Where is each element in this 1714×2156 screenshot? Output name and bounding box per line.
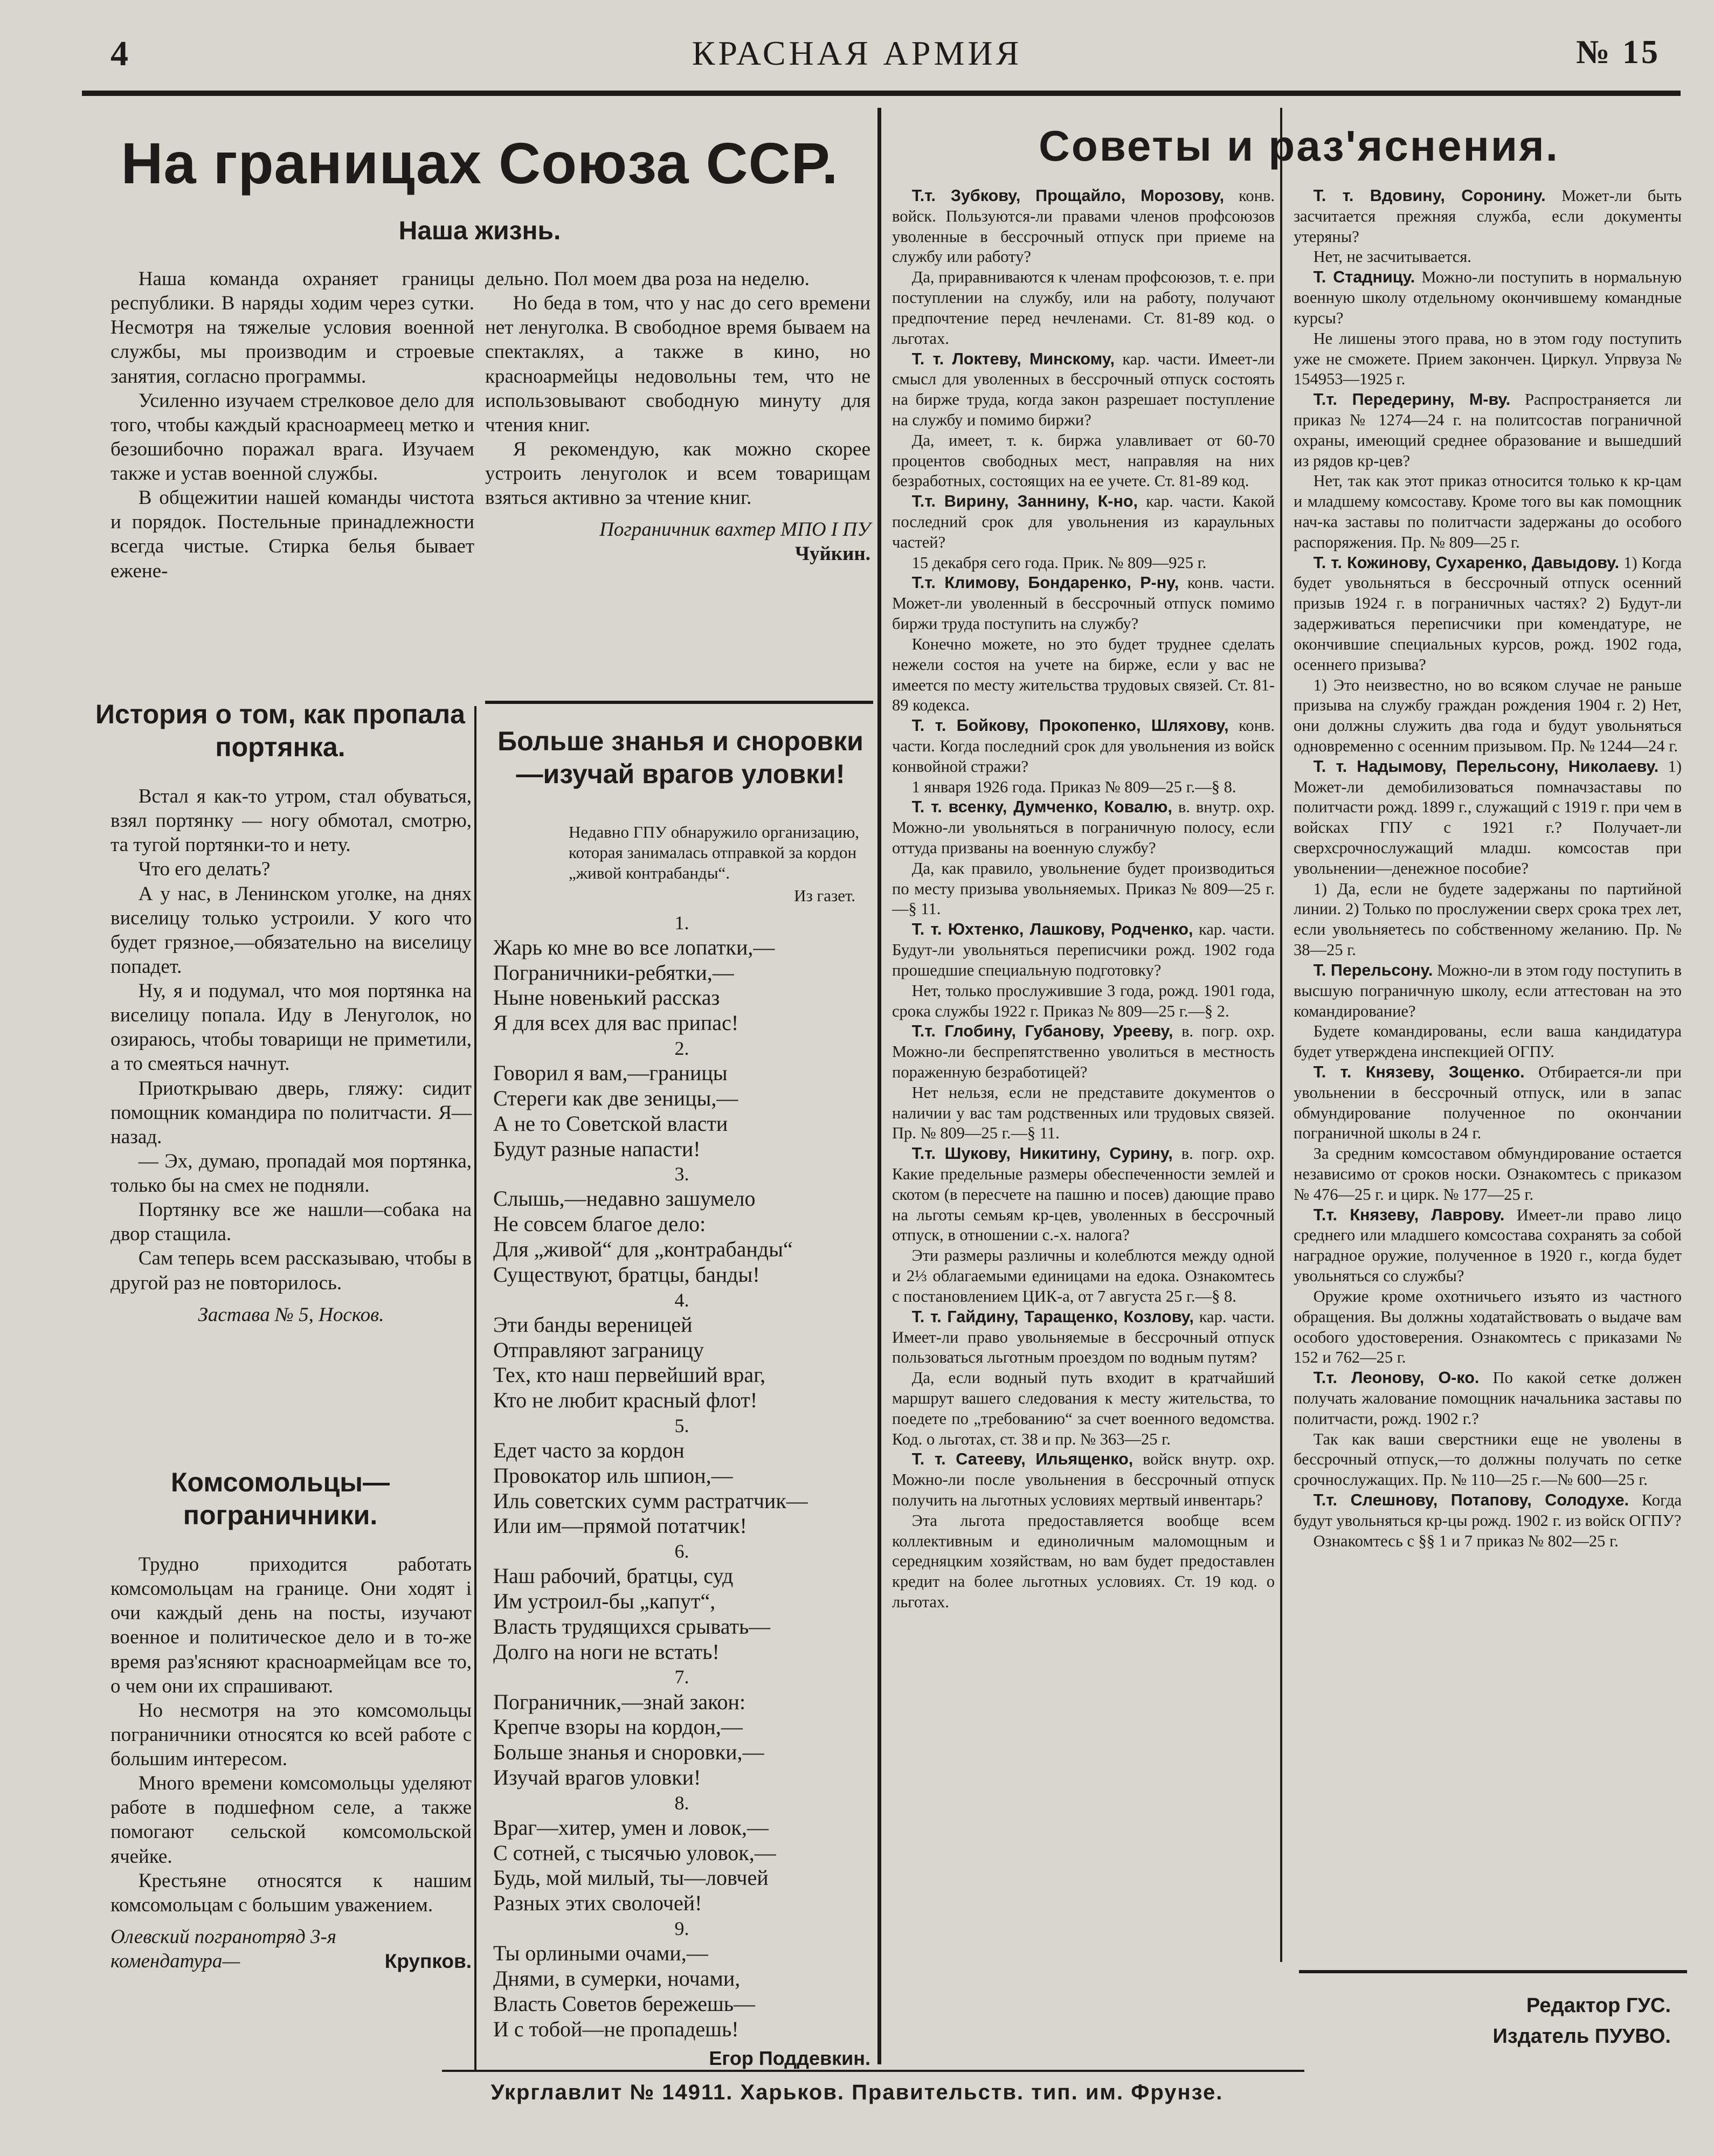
paragraph: Ну, я и подумал, что моя портянка на виселицу попала. Иду в Ленуголок, но озираюсь, чтобы товарищи не приметили, а то смеяться начнут. [110, 980, 472, 1075]
poem-line: Тех, кто наш первейший враг, [493, 1363, 766, 1387]
advice-question: конв. части. Может-ли уволенный в бессрочный отпуск помимо биржи труда поступить на службу? [892, 573, 1275, 633]
advice-question: конв. войск. Пользуются-ли правами членов профсоюзов уволенные в бессрочный отпуск при приеме на службу или работу? [892, 186, 1275, 266]
paragraph: Крестьяне относятся к нашим комсомольцам с большим уважением. [110, 1869, 472, 1916]
paragraph: Я рекомендую, как можно скорее устроить ленуголок и всем товарищам взяться активно за чтение книг. [485, 438, 870, 509]
paragraph: Трудно приходится работать комсомольцам на границе. Они ходят і очи каждый день на посты, изучают военное и политическое дело и в то-же время раз'ясняют красноармейцам все то, о чем они их спрашивают. [110, 1553, 472, 1697]
advice-addressee: Т. т. Князеву, Зощенко. [1313, 1062, 1525, 1081]
paragraph: Усиленно изучаем стрелковое дело для того, чтобы каждый красноармеец метко и безошибочно поражал врага. Изучаем также и устав военной службы. [110, 389, 474, 485]
advice-answer: Ознакомтесь с §§ 1 и 7 приказ № 802—25 г. [1313, 1531, 1619, 1550]
advice-addressee: Т. т. Гайдину, Таращенко, Козлову, [911, 1307, 1194, 1326]
advice-addressee: Т.т. Вирину, Заннину, К-но, [911, 492, 1138, 511]
advice-answer: Так как ваши сверстники еще не уволены в бессрочный отпуск,—то должны получать по сетке срочнослужащих. Пр. № 110—25 г.—№ 600—25 г. [1294, 1429, 1682, 1489]
poem-line: Власть трудящихся срывать— [493, 1614, 771, 1639]
advice-answer: Да, если водный путь входит в кратчайший маршрут вашего следования к месту жительства, то поедете по „требованию“ за счет военного ведомства. Код. о льготах, ст. 38 и пр. № 363—25 г. [892, 1369, 1275, 1448]
advice-entry [892, 1144, 1275, 1246]
advice-answer: Эта льгота предоставляется вообще всем коллективным и единоличным маломощным и середняцким хозяйствам, но вам будет предоставлен кредит на более льготных условиях. Ст. 19 код. о льготах. [892, 1511, 1275, 1612]
advice-entry [1294, 553, 1682, 675]
advice-entry [1294, 1062, 1682, 1144]
publisher-name: Издатель ПУУВО. [1492, 2025, 1671, 2048]
advice-answer: Нет нельзя, если не представите документов о наличии у вас там родственных или трудовых связей. Пр. № 809—25 г.—§ 11. [892, 1083, 1275, 1143]
advice-question: Отбирается-ли при увольнении в бессрочный отпуск, или в запас обмундирование полученное по окончании пограничной школы в 24 г. [1294, 1062, 1682, 1143]
poem-line: Ныне новенький рассказ [493, 985, 720, 1010]
header-rule [82, 91, 1681, 96]
stanza-number: 3. [674, 1163, 689, 1185]
advice-question: в. погр. охр. Можно-ли беспрепятственно уволиться в местность пораженную безработицей? [892, 1022, 1275, 1081]
poem-line: Днями, в сумерки, ночами, [493, 1966, 741, 1991]
advice-addressee: Т. т. Надымову, Перельсону, Николаеву. [1313, 757, 1659, 776]
poem-stanzas [493, 911, 870, 2042]
advice-question: 1) Когда будет увольняться в бессрочный отпуск осенний призыв 1924 г. в пограничных частях? 2) Будут-ли задерживаться переписчики при комендатуре, не окончившие специальных курсов, рожд. 1902 года, осеннего призыва? [1294, 553, 1682, 674]
advice-question: в. внутр. охр. Можно-ли увольняться в пограничную полосу, если оттуда призваны на военную службу? [892, 798, 1275, 857]
advice-entry [892, 573, 1275, 634]
advice-addressee: Т.т. Князеву, Лаврову. [1313, 1205, 1505, 1224]
paragraph: Много времени комсомольцы уделяют работе в подшефном селе, а также помогают сельской комсомольской ячейке. [110, 1772, 472, 1868]
poem-line: Едет часто за кордон [493, 1438, 685, 1462]
poem-line: Кто не любит красный флот! [493, 1388, 758, 1413]
advice-addressee: Т. Стадницу. [1313, 268, 1415, 287]
advice-column-1 [892, 186, 1275, 1613]
advice-addressee: Т.т. Шукову, Никитину, Сурину, [911, 1144, 1173, 1163]
advice-addressee: Т. Перельсону. [1313, 960, 1433, 979]
poem-line: Наш рабочий, братцы, суд [493, 1564, 734, 1588]
poem-line: Больше знанья и сноровки,— [493, 1740, 764, 1765]
article-title-foot-wrap: История о том, как пропала портянка. [95, 699, 465, 762]
paragraph: Встал я как-то утром, стал обуваться, взял портянку — ногу обмотал, смотрю, та тугой портянки-то и нету. [110, 785, 472, 856]
paragraph: В общежитии нашей команды чистота и порядок. Постельные принадлежности всегда чистые. Стирка белья бывает ежене- [110, 487, 474, 582]
editor-name: Редактор ГУС. [1526, 1994, 1671, 2017]
advice-answer: Нет, только прослужившие 3 года, рожд. 1901 года, срока службы 1922 г. Приказ № 809—25 г.—§ 2. [892, 981, 1275, 1020]
paragraph: Портянку все же нашли—собака на двор стащила. [110, 1199, 472, 1246]
poem-line: Им устроил-бы „капут“, [493, 1589, 716, 1614]
stanza-number: 2. [674, 1038, 689, 1059]
imprint-footer: Укрглавлит № 14911. Харьков. Правительств. тип. им. Фрунзе. [490, 2081, 1224, 2104]
stanza-number: 7. [674, 1666, 689, 1688]
signature-name: Чуйкин. [794, 543, 870, 565]
poem-line: Долго на ноги не встать! [493, 1639, 720, 1664]
signature-role: Пограничник вахтер МПО I ПУ [599, 519, 870, 541]
advice-question: Имеет-ли право лицо среднего или младшего комсостава сохранять за собой наградное оружие, полученное в 1920 г., когда будет увольняться со службы? [1294, 1205, 1682, 1286]
advice-entry [1294, 267, 1682, 328]
poem-line: И с тобой—не пропадешь! [493, 2016, 739, 2041]
advice-entry [1294, 1490, 1682, 1531]
editor-rule [1299, 1970, 1687, 1973]
advice-question: кар. части. Какой последний срок для увольнения из караульных частей? [892, 492, 1275, 551]
poem-line: Для „живой“ для „контрабанды“ [493, 1237, 793, 1261]
article-title-komsomol: Комсомольцы—пограничники. [171, 1467, 390, 1530]
advice-entry [892, 492, 1275, 552]
footer-rule [442, 2070, 1304, 2072]
advice-answer: 1) Да, если не будете задержаны по партийной линии. 2) Только по прослужении сверх срока трех лет, если увольняетесь по собственному желанию. Пр. № 38—25 г. [1294, 879, 1682, 959]
advice-entry [892, 1449, 1275, 1510]
poem-line: Пограничник,—знай закон: [493, 1689, 746, 1714]
poem-line: Разных этих сволочей! [493, 1891, 702, 1916]
stanza-number: 6. [674, 1540, 689, 1563]
poem-line: Существуют, братцы, банды! [493, 1262, 760, 1287]
advice-question: кар. части. Имеет-ли смысл для уволенных в бессрочный отпуск состоять на бирже труда, когда закон разрешает поступление на службу и помимо биржи? [892, 349, 1275, 429]
advice-question: По какой сетке должен получать жалование помощник начальника заставы по политчасти, рожд. 1902 г.? [1294, 1369, 1682, 1428]
advice-answer: Эти размеры различны и колеблются между одной и 2⅓ облагаемыми единицами на едока. Ознакомтесь с постановлением ЦИК-а, от 7 августа 25 г.—§ 8. [892, 1246, 1275, 1305]
advice-answer: 1) Это неизвестно, но во всяком случае не раньше призыва на службу граждан рождения 1904 г. 2) Нет, они должны служить два года и будут увольняться одновременно с осенним призывом. Пр. № 1244—24 г. [1294, 675, 1682, 755]
advice-answer: Конечно можете, но это будет труднее сделать нежели состоя на учете на бирже, если у вас не имеется по месту жительства трудовых связей. Ст. 81-89 кодекса. [892, 634, 1275, 715]
advice-entry [892, 797, 1275, 858]
signature: Застава № 5, Носков. [198, 1303, 384, 1326]
advice-addressee: Т. т. Сатееву, Ильященко, [911, 1450, 1134, 1469]
poem-line: Стереги как две зеницы,— [493, 1086, 738, 1110]
advice-question: Может-ли быть засчитается прежняя служба, если документы утеряны? [1294, 186, 1682, 246]
poem-line: Власть Советов бережешь— [493, 1991, 756, 2016]
advice-addressee: Т. т. всенку, Думченко, Ковалю, [911, 798, 1172, 817]
advice-question: Можно-ли в этом году поступить в высшую пограничную школу, если аттестован на это командирование? [1294, 960, 1682, 1020]
advice-entry [1294, 1205, 1682, 1287]
poem [493, 822, 870, 2070]
advice-entry [1294, 757, 1682, 879]
advice-answer: Да, как правило, увольнение будет производиться по месту призыва увольняемых. Приказ № 809—25 г.—§ 11. [892, 859, 1275, 918]
advice-question: Когда будут увольняться кр-цы рожд. 1902 г. из войск ОГПУ? [1294, 1491, 1682, 1530]
paragraph: А у нас, в Ленинском уголке, на днях виселицу только устроили. У кого что будет грязное,—обязательно на виселицу попадет. [110, 882, 472, 978]
poem-line: Крепче взоры на кордон,— [493, 1715, 743, 1739]
article-komsomol-body [110, 1552, 472, 1973]
article-our-life-col1 [110, 267, 474, 583]
poem-line: Жарь ко мне во все лопатки,— [493, 935, 775, 959]
advice-answer: Оружие кроме охотничьего изъято из частного обращения. Вы должны ходатайствовать о выдаче вам особого удостоверения. Ознакомтесь с приказами № 152 и 762—25 г. [1294, 1287, 1682, 1367]
advice-question: Распространяется ли приказ № 1274—24 г. на политсостав пограничной охраны, имеющий среднее образование и вышедший из рядов кр-цев? [1294, 390, 1682, 470]
poem-line: Провокатор иль шпион,— [493, 1463, 733, 1488]
poem-author: Егор Поддевкин. [709, 2047, 870, 2070]
advice-addressee: Т.т. Зубкову, Прощайло, Морозову, [911, 186, 1225, 205]
stanza-number: 9. [674, 1918, 689, 1940]
poem-line: Говорил я вам,—границы [493, 1061, 728, 1086]
advice-addressee: Т.т. Леонову, О-ко. [1313, 1369, 1480, 1387]
poem-source: Из газет. [794, 886, 855, 906]
poem-title: Больше знанья и сноровки —изучай врагов уловки! [497, 726, 863, 789]
poem-top-rule [485, 701, 873, 704]
stanza-number: 4. [674, 1289, 689, 1311]
paragraph: Наша команда охраняет границы республики. В наряды ходим через сутки. Несмотря на тяжелые условия военной службы, мы производим и строевые занятия, согласно программы. [110, 268, 474, 388]
advice-column-2 [1294, 186, 1682, 1551]
advice-answer: За средним комсоставом обмундирование остается независимо от сроков носки. Ознакомтесь с приказом № 476—25 г. и цирк. № 177—25 г. [1294, 1144, 1682, 1204]
poem-column-rule [474, 706, 476, 2070]
advice-entry [892, 349, 1275, 431]
poem-line: Отправляют заграницу [493, 1337, 704, 1362]
advice-addressee: Т. т. Юхтенко, Лашкову, Родченко, [911, 920, 1193, 939]
advice-answer: Да, приравниваются к членам профсоюзов, т. е. при поступлении на службу, или на работу, получают предпочтение перед нечленами. Ст. 81-89 код. о льготах. [892, 268, 1275, 348]
article-subtitle-our-life: Наша жизнь. [398, 217, 561, 245]
poem-line: Враг—хитер, умен и ловок,— [493, 1815, 769, 1840]
paragraph: Но беда в том, что у нас до сего времени нет ленуголка. В свободное время бываем на спектаклях, а также в кино, но красноармейцы недовольны тем, что не использовывают свободную минуту для чтения книг. [485, 292, 870, 436]
page-number: 4 [110, 34, 128, 73]
advice-answer: Не лишены этого права, но в этом году поступить уже не сможете. Прием закончен. Циркул. Упрвуза № 154953—1925 г. [1294, 329, 1682, 389]
advice-entry [1294, 390, 1682, 471]
advice-addressee: Т.т. Передерину, М-ву. [1313, 390, 1511, 409]
advice-answer: Да, имеет, т. к. биржа улавливает от 60-70 процентов свободных мест, направляя на них безработных, состоящих на ее учете. Ст. 81-89 код. [892, 431, 1275, 490]
signature-name: Крупков. [384, 1950, 472, 1972]
issue-number: № 15 [1576, 34, 1660, 71]
advice-addressee: Т.т. Слешнову, Потапову, Солодухе. [1313, 1491, 1629, 1509]
advice-question: Можно-ли поступить в нормальную военную школу отдельному окончившему командные курсы? [1294, 268, 1682, 327]
paragraph: дельно. Пол моем два роза на неделю. [485, 268, 810, 290]
newspaper-title: КРАСНАЯ АРМИЯ [692, 34, 1022, 72]
advice-entry [892, 186, 1275, 267]
advice-question: войск внутр. охр. Можно-ли после увольнения в бессрочный отпуск получить на льготных условиях мертвый инвентарь? [892, 1450, 1275, 1509]
advice-answer: Нет, так как этот приказ относится только к кр-цам и младшему комсоставу. Кроме того вы как помощник нач-ка заставы по политчасти задержаны до особого распоряжения. Пр. № 809—25 г. [1294, 472, 1682, 551]
editor-credit [1304, 1994, 1671, 2048]
advice-addressee: Т. т. Локтеву, Минскому, [911, 349, 1115, 368]
advice-question: кар. части. Имеет-ли право увольняемые в бессрочный отпуск пользоваться льготным проездом по водным путям? [892, 1307, 1275, 1367]
article-foot-wrap-body [110, 784, 472, 1327]
advice-entry [1294, 1368, 1682, 1429]
advice-answer: Будете командированы, если ваша кандидатура будет утверждена инспекцией ОГПУ. [1294, 1022, 1682, 1061]
poem-line: Я для всех для вас припас! [493, 1011, 739, 1035]
poem-line: Эти банды вереницей [493, 1312, 693, 1337]
poem-line: Ты орлиными очами,— [493, 1941, 708, 1966]
poem-line: Пограничники-ребятки,— [493, 960, 734, 985]
advice-addressee: Т.т. Глобину, Губанову, Урееву, [911, 1022, 1173, 1041]
paragraph: Сам теперь всем рассказываю, чтобы в другой раз не повторилось. [110, 1247, 472, 1294]
advice-answer: 1 января 1926 года. Приказ № 809—25 г.—§ 8. [911, 777, 1236, 796]
advice-entry [892, 716, 1275, 777]
poem-line: Не совсем благое дело: [493, 1212, 706, 1236]
advice-entry [892, 920, 1275, 980]
poem-line: Будь, мой милый, ты—ловчей [493, 1865, 769, 1890]
paragraph: Но несмотря на это комсомольцы пограничники относятся ко всей работе с большим интересом. [110, 1699, 472, 1770]
advice-answer: 15 декабря сего года. Прик. № 809—925 г. [911, 553, 1207, 572]
advice-addressee: Т. т. Вдовину, Соронину. [1313, 186, 1546, 205]
poem-epigraph: Недавно ГПУ обнаружило организацию, которая занималась отправкой за кордон „живой контрабанды“. [569, 823, 860, 882]
advice-entry [1294, 960, 1682, 1021]
advice-question: 1) Может-ли демобилизоваться помначзаставы по политчасти рожд. 1899 г., служащий с 1919 г. при чем в войсках ГПУ с 1921 г.? Получает-ли сверхсрочнослужащий младш. комсостав при увольнении—денежное пособие? [1294, 757, 1682, 877]
poem-line: А не то Советской власти [493, 1111, 728, 1136]
advice-answer: Нет, не засчитывается. [1313, 247, 1471, 266]
advice-entry [892, 1307, 1275, 1368]
advice-question: конв. части. Когда последний срок для увольнения из войск конвойной стражи? [892, 716, 1275, 776]
right-column-rule [1280, 108, 1282, 1962]
poem-line: Изучай врагов уловки! [493, 1765, 701, 1789]
center-column-rule [877, 108, 881, 2064]
poem-line: Или им—прямой потатчик! [493, 1514, 747, 1538]
advice-addressee: Т.т. Климову, Бондаренко, Р-ну, [911, 573, 1179, 592]
paragraph: Приоткрываю дверь, гляжу: сидит помощник командира по политчасти. Я—назад. [110, 1077, 472, 1148]
signature [110, 1925, 472, 1973]
advice-addressee: Т. т. Кожинову, Сухаренко, Давыдову. [1313, 553, 1620, 572]
signature-place: Олевский погранотряд 3-я комендатура— [110, 1925, 336, 1972]
poem-line: Иль советских сумм растратчик— [493, 1488, 808, 1513]
poem-line: Будут разные напасти! [493, 1136, 701, 1161]
advice-question: кар. части. Будут-ли увольняться переписчики рожд. 1902 года прошедшие специальную подготовку? [892, 920, 1275, 979]
signature [485, 517, 870, 566]
paragraph: — Эх, думаю, пропадай моя портянка, только бы на смех не подняли. [110, 1150, 472, 1197]
poem-line: С сотней, с тысячью уловок,— [493, 1840, 776, 1865]
advice-entry [892, 1021, 1275, 1082]
paragraph: Что его делать? [138, 858, 271, 881]
poem-line: Слышь,—недавно зашумело [493, 1186, 756, 1211]
article-our-life-col2 [485, 267, 870, 566]
section-headline-advice: Советы и раз'яснения. [1039, 122, 1559, 170]
advice-question: в. погр. охр. Какие предельные размеры обеспеченности землей и скотом (в пересчете на пашню и посев) дающие право на льготы семьям кр-цев, уволенных в бессрочный отпуск, в отношении с.-х. налога? [892, 1144, 1275, 1245]
advice-entry [1294, 186, 1682, 247]
section-headline-borders: На границах Союза ССР. [121, 130, 839, 196]
stanza-number: 5. [674, 1414, 689, 1436]
advice-addressee: Т. т. Бойкову, Прокопенко, Шляхову, [911, 716, 1229, 735]
stanza-number: 1. [674, 911, 689, 934]
stanza-number: 8. [674, 1792, 689, 1814]
